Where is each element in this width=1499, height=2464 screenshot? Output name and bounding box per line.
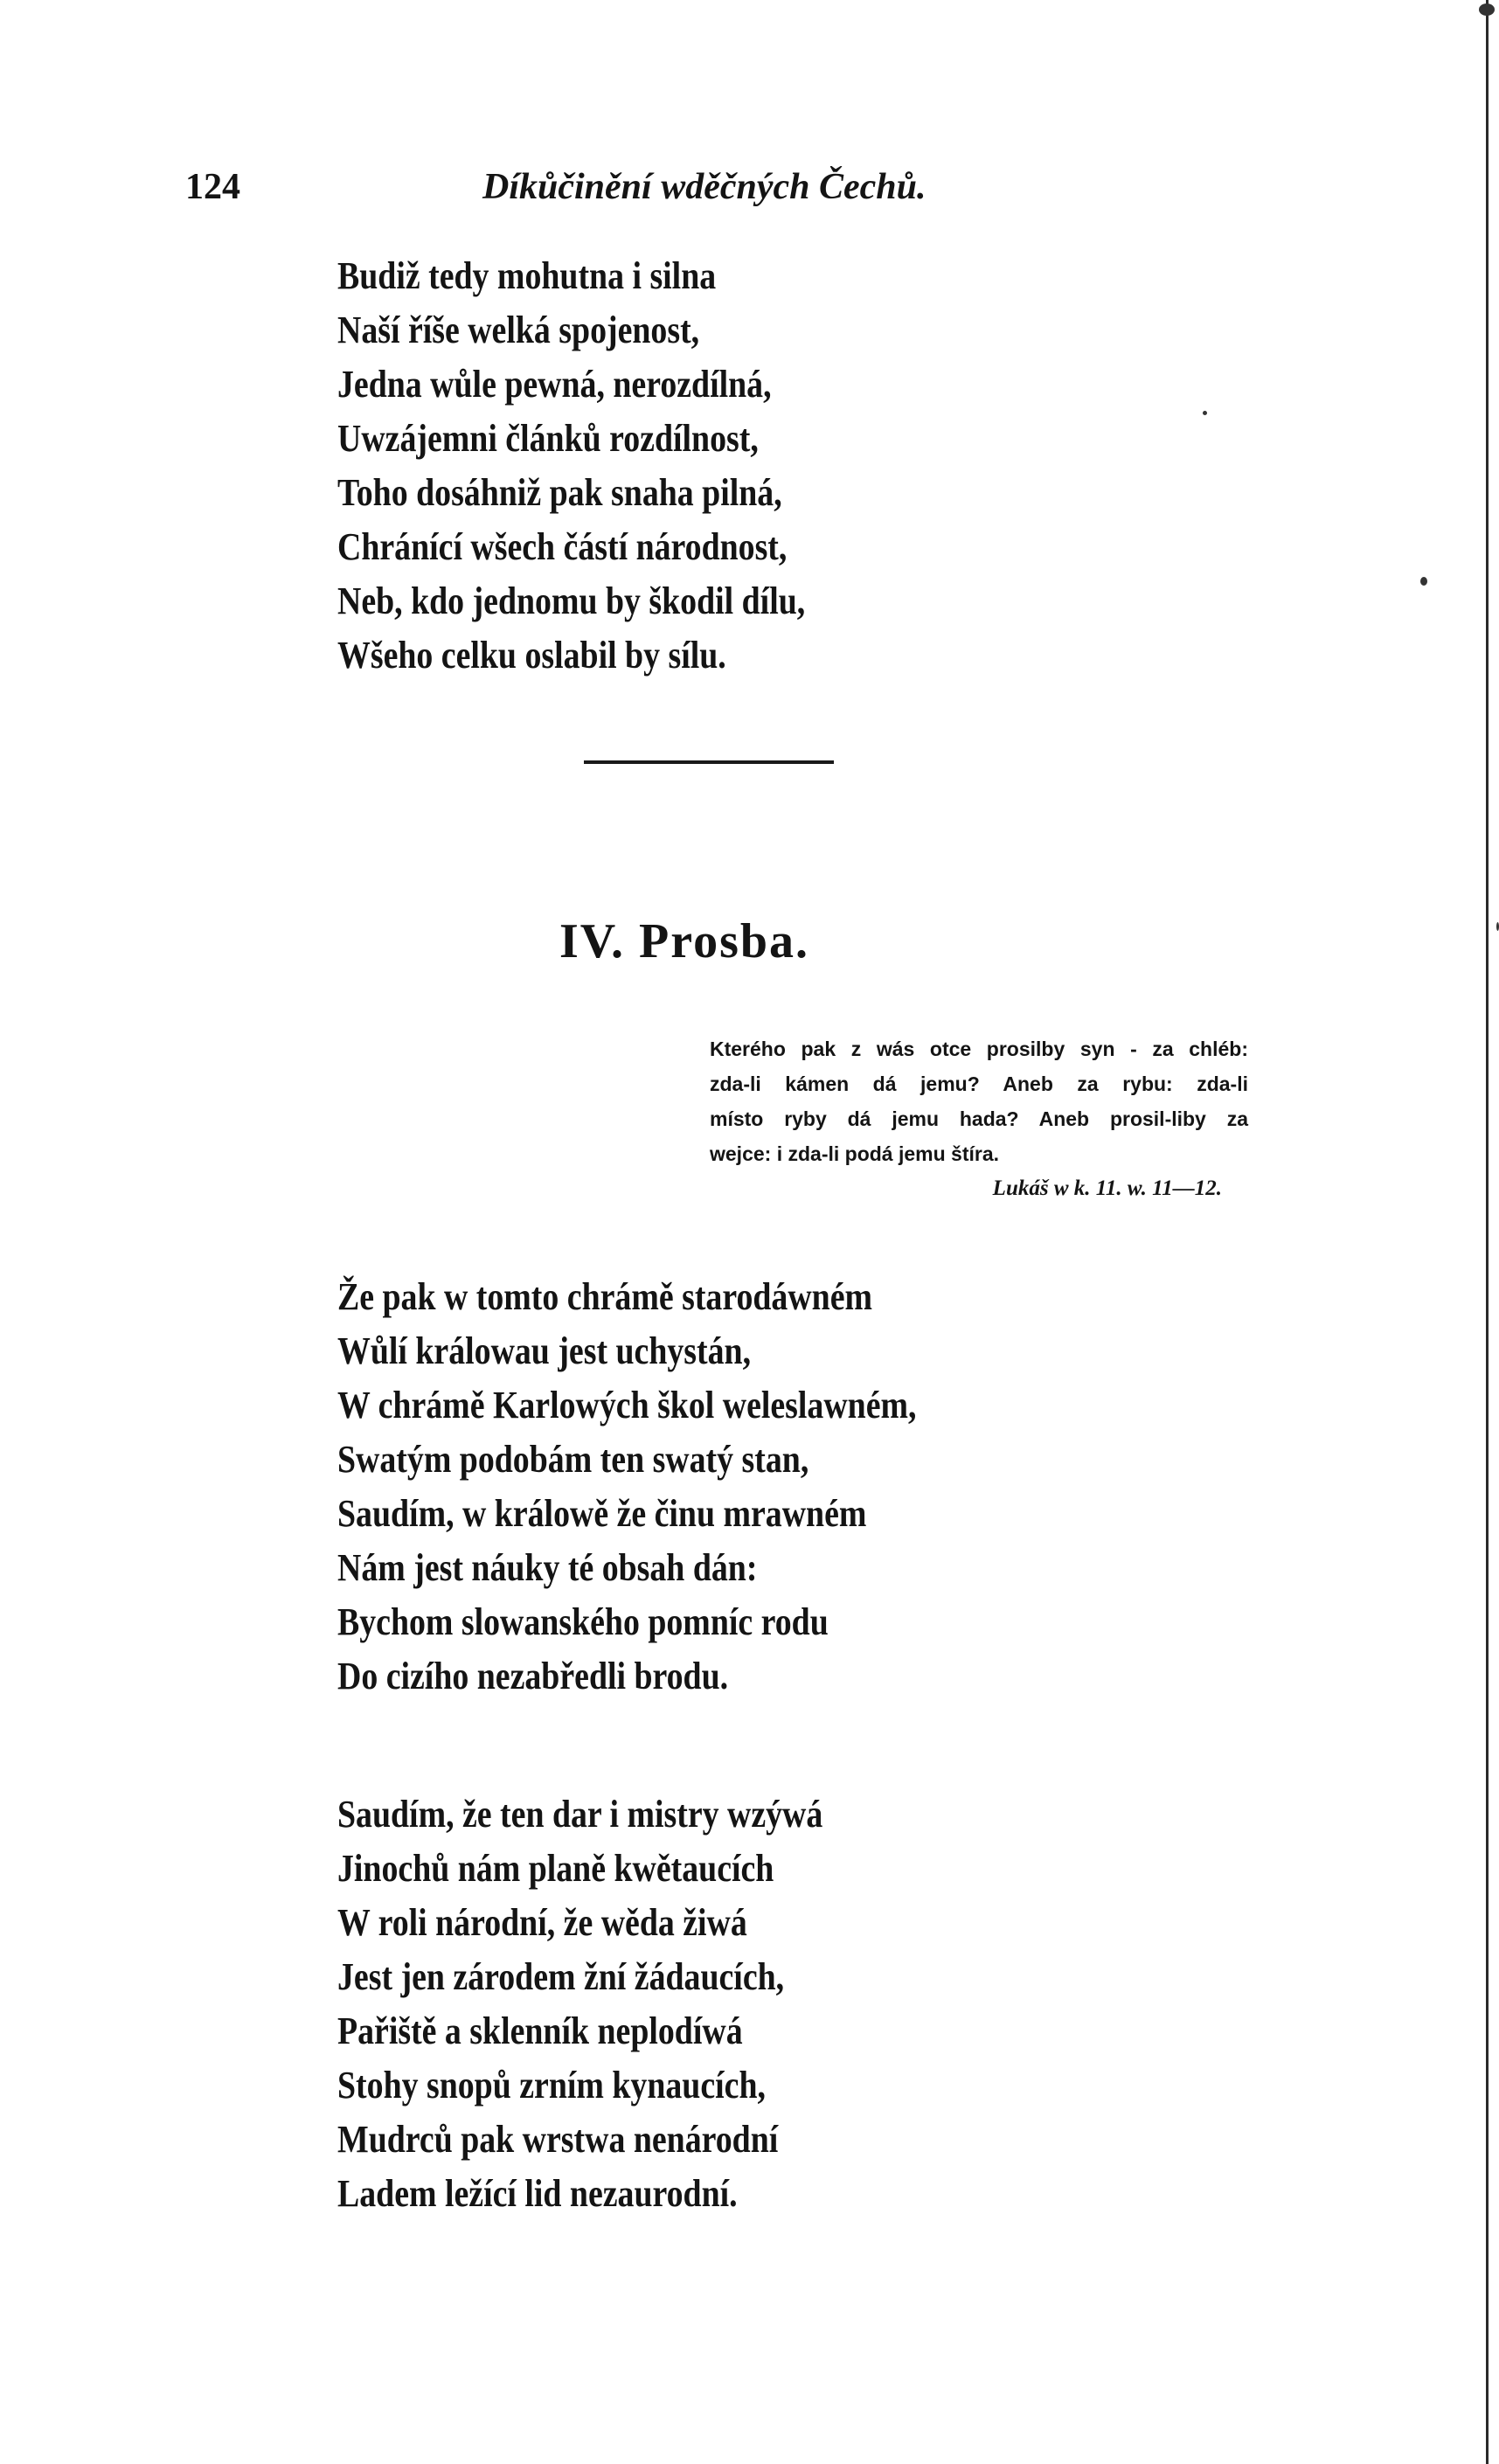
stanza: [337, 1270, 916, 1704]
verse-line: Toho dosáhniž pak snaha pilná,: [337, 471, 782, 514]
verse-line: Budiž tedy mohutna i silna: [337, 254, 717, 297]
page-edge-line: [1486, 0, 1489, 2464]
verse-line: Wšeho celku oslabil by sílu.: [337, 634, 726, 677]
verse-line: Stohy snopů zrním kynaucích,: [337, 2064, 766, 2107]
verse-line: Saudím, w králowě že činu mrawném: [337, 1492, 867, 1535]
verse-line: Naší říše welká spojenost,: [337, 309, 700, 351]
epigraph-line: zda-li kámen dá jemu? Aneb za rybu: zda-li: [710, 1072, 1248, 1095]
verse-line: Jest jen zárodem žní žádaucích,: [337, 1955, 785, 1998]
section-divider: [584, 760, 834, 764]
verse-line: Že pak w tomto chrámě starodáwném: [337, 1275, 873, 1318]
verse-line: Pařiště a sklenník neplodíwá: [337, 2009, 743, 2052]
running-title: Díkůčinění wděčných Čechů.: [482, 167, 926, 207]
ink-speck: [1203, 411, 1207, 415]
verse-line: Jedna wůle pewná, nerozdílná,: [337, 363, 772, 406]
verse-line: W chrámě Karlowých škol weleslawném,: [337, 1384, 917, 1426]
page-number: 124: [185, 167, 240, 207]
verse-line: W roli národní, že wěda žiwá: [337, 1901, 747, 1944]
epigraph-line: místo ryby dá jemu hada? Aneb prosil-liby za: [710, 1107, 1248, 1130]
verse-line: Uwzájemni článků rozdílnost,: [337, 417, 759, 460]
stanza: [337, 1787, 822, 2221]
verse-line: Mudrců pak wrstwa nenárodní: [337, 2118, 779, 2161]
epigraph-citation: Lukáš w k. 11. w. 11—12.: [992, 1176, 1222, 1200]
verse-line: Swatým podobám ten swatý stan,: [337, 1438, 809, 1481]
verse-line: Bychom slowanského pomníc rodu: [337, 1600, 829, 1643]
verse-line: Nám jest náuky té obsah dán:: [337, 1546, 758, 1589]
ink-speck: [1420, 577, 1427, 586]
verse-line: Wůlí králowau jest uchystán,: [337, 1329, 752, 1372]
verse-line: Do cizího nezabředli brodu.: [337, 1655, 729, 1697]
verse-line: Ladem ležící lid nezaurodní.: [337, 2172, 738, 2215]
epigraph-line: wejce: i zda-li podá jemu štíra.: [710, 1142, 1000, 1165]
verse-line: Saudím, že ten dar i mistry wzýwá: [337, 1793, 823, 1836]
epigraph: [710, 1031, 1248, 1206]
stanza: [337, 249, 805, 683]
section-title: IV. Prosba.: [559, 914, 810, 968]
epigraph-line: Kterého pak z wás otce prosilby syn - za chléb:: [710, 1038, 1248, 1060]
verse-line: Jinochů nám planě kwětaucích: [337, 1847, 774, 1890]
verse-line: Chránící wšech částí národnost,: [337, 525, 788, 568]
page-header: [185, 166, 954, 219]
verse-line: Neb, kdo jednomu by škodil dílu,: [337, 580, 806, 622]
ink-speck: [1479, 3, 1495, 16]
